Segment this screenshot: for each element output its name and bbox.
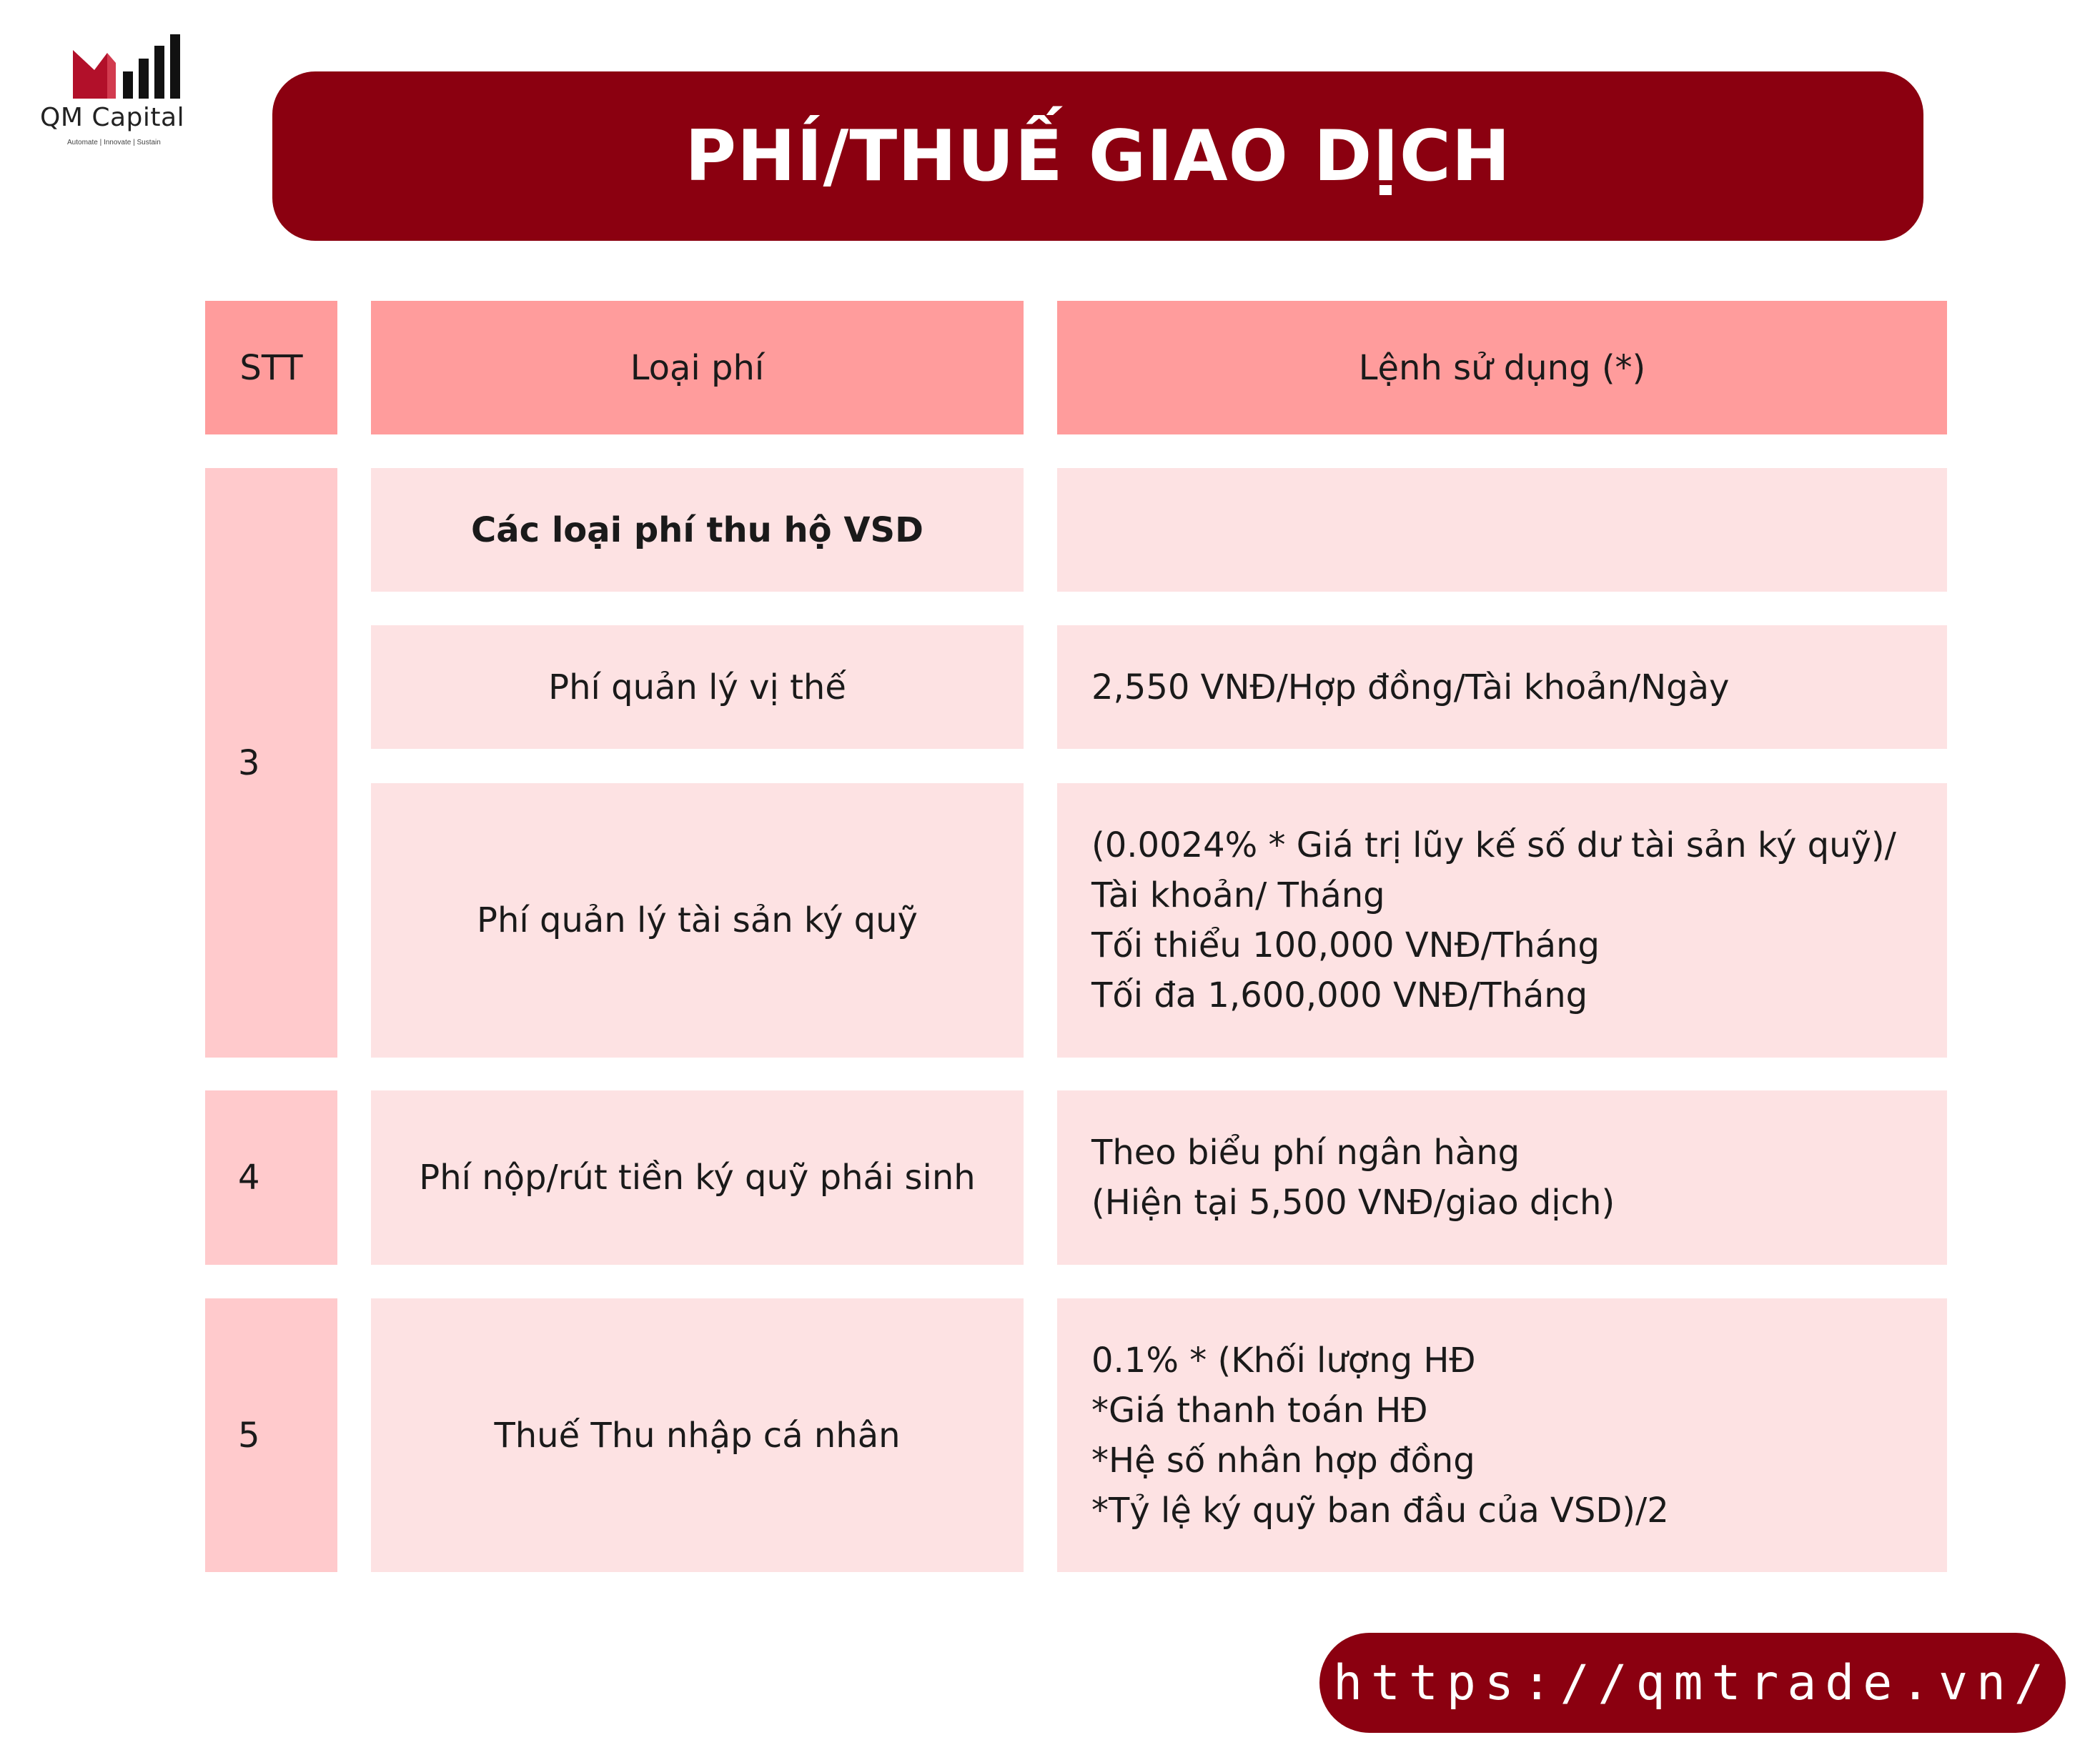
stt-cell (205, 1090, 337, 1265)
header-stt (205, 301, 337, 434)
title-banner (272, 71, 1923, 241)
usage-cell (1057, 1298, 1947, 1572)
stt-value: 3 (238, 742, 260, 783)
brand-name: QM Capital (40, 103, 185, 132)
fee-type-label: Phí nộp/rút tiền ký quỹ phái sinh (419, 1158, 976, 1198)
website-link[interactable] (1319, 1633, 2066, 1733)
brand-tagline: Automate | Innovate | Sustain (67, 139, 161, 146)
usage-cell (1057, 783, 1947, 1058)
usage-line: Tài khoản/ Tháng (1091, 875, 1385, 915)
usage-line: *Hệ số nhân hợp đồng (1091, 1440, 1475, 1481)
usage-cell (1057, 1090, 1947, 1265)
header-fee-type (371, 301, 1024, 434)
crown-chart-icon (73, 34, 193, 99)
usage-line: 0.1% * (Khối lượng HĐ (1091, 1340, 1476, 1381)
fee-type-cell (371, 783, 1024, 1058)
fee-type-label: Các loại phí thu hộ VSD (471, 509, 923, 550)
brand-logo (34, 34, 206, 156)
usage-line: Tối đa 1,600,000 VNĐ/Tháng (1091, 975, 1588, 1015)
fee-type-cell (371, 625, 1024, 749)
page-title: PHÍ/THUẾ GIAO DỊCH (685, 115, 1511, 197)
stt-value: 4 (238, 1158, 260, 1198)
header-usage (1057, 301, 1947, 434)
fee-type-cell (371, 1298, 1024, 1572)
usage-line: (0.0024% * Giá trị lũy kế số dư tài sản ký quỹ)/ (1091, 825, 1896, 865)
usage-line: *Giá thanh toán HĐ (1091, 1390, 1428, 1431)
website-url: https://qmtrade.vn/ (1333, 1654, 2052, 1711)
stt-value: 5 (238, 1415, 260, 1456)
fee-type-label: Thuế Thu nhập cá nhân (494, 1415, 901, 1456)
stt-cell (205, 1298, 337, 1572)
fee-type-label: Phí quản lý tài sản ký quỹ (477, 900, 918, 940)
fee-type-cell (371, 1090, 1024, 1265)
usage-line: Tối thiểu 100,000 VNĐ/Tháng (1091, 925, 1600, 965)
usage-value: 2,550 VNĐ/Hợp đồng/Tài khoản/Ngày (1091, 667, 1730, 707)
usage-line: Theo biểu phí ngân hàng (1091, 1133, 1520, 1173)
stt-cell (205, 468, 337, 1058)
fee-type-cell (371, 468, 1024, 592)
header-usage-label: Lệnh sử dụng (*) (1358, 347, 1646, 388)
usage-line: (Hiện tại 5,500 VNĐ/giao dịch) (1091, 1183, 1615, 1223)
header-stt-label: STT (239, 347, 303, 388)
header-fee-type-label: Loại phí (630, 347, 765, 388)
usage-line: *Tỷ lệ ký quỹ ban đầu của VSD)/2 (1091, 1490, 1669, 1531)
usage-cell-empty (1057, 468, 1947, 592)
usage-cell (1057, 625, 1947, 749)
fee-type-label: Phí quản lý vị thế (548, 667, 846, 707)
